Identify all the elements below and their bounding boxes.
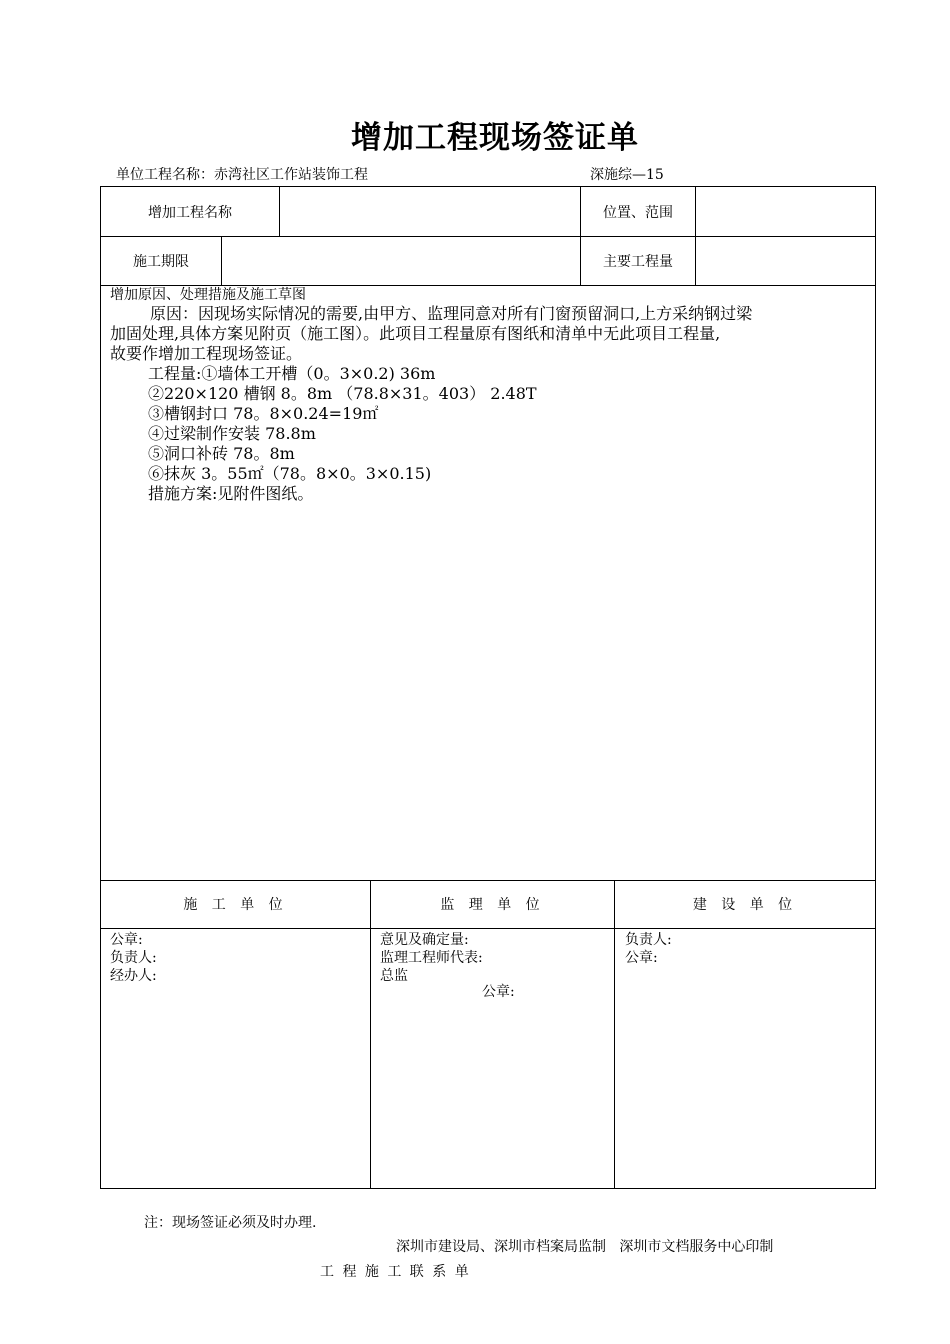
- owner-unit-fields: [625, 931, 672, 967]
- field-line: 负责人:: [110, 950, 157, 966]
- quantity-line: ⑤洞口补砖 78。8m: [148, 444, 295, 463]
- supervision-unit-fields: [380, 931, 483, 985]
- supervision-seal-label: 公章:: [482, 984, 515, 1000]
- reason-line: 加固处理,具体方案见附页（施工图）。此项目工程量原有图纸和清单中无此项目工程量,: [110, 324, 721, 343]
- page-title: 增加工程现场签证单: [351, 120, 639, 156]
- main-quantity-value: [696, 236, 875, 285]
- field-line: 公章:: [110, 932, 143, 948]
- measures-line: 措施方案:见附件图纸。: [148, 484, 314, 503]
- construction-unit-header: 施 工 单 位: [183, 897, 288, 913]
- field-line: 负责人:: [625, 932, 672, 948]
- doc-code: 深施综—15: [590, 167, 664, 183]
- row-divider: [101, 928, 875, 929]
- quantity-line: ③槽钢封口 78。8×0.24=19㎡: [148, 404, 379, 423]
- next-page-title: 工 程 施 工 联 系 单: [320, 1264, 471, 1280]
- location-scope-label: 位置、范围: [603, 204, 673, 221]
- construction-period-value: [222, 236, 580, 285]
- field-line: 经办人:: [110, 968, 157, 984]
- location-scope-value: [696, 187, 875, 236]
- quantity-line: 工程量:①墙体工开槽（0。3×0.2) 36m: [148, 364, 436, 383]
- field-line: 总监: [380, 968, 408, 984]
- main-quantity-label: 主要工程量: [603, 253, 673, 270]
- construction-unit-fields: [110, 931, 157, 985]
- reason-line: 原因：因现场实际情况的需要,由甲方、监理同意对所有门窗预留洞口,上方采纳钢过梁: [150, 304, 753, 323]
- field-line: 监理工程师代表:: [380, 950, 483, 966]
- supervision-unit-header: 监 理 单 位: [440, 897, 545, 913]
- project-name-label: 单位工程名称：赤湾社区工作站装饰工程: [116, 167, 368, 183]
- field-line: 意见及确定量:: [380, 932, 469, 948]
- quantity-line: ②220×120 槽钢 8。8m （78.8×31。403） 2.48T: [148, 384, 537, 403]
- added-work-name-label: 增加工程名称: [148, 204, 232, 221]
- reason-line: 故要作增加工程现场签证。: [110, 344, 303, 363]
- added-work-name-value: [280, 187, 580, 236]
- owner-unit-header: 建 设 单 位: [692, 897, 798, 913]
- field-line: 公章:: [625, 950, 658, 966]
- reason-section: [110, 286, 870, 504]
- reason-heading: 增加原因、处理措施及施工草图: [110, 287, 306, 303]
- quantity-line: ④过梁制作安装 78.8m: [148, 424, 316, 443]
- footer-issuer: 深圳市建设局、深圳市档案局监制 深圳市文档服务中心印制: [396, 1239, 774, 1255]
- quantity-line: ⑥抹灰 3。55㎡（78。8×0。3×0.15): [148, 464, 432, 483]
- construction-period-label: 施工期限: [133, 253, 189, 270]
- footer-note: 注：现场签证必须及时办理.: [144, 1215, 317, 1231]
